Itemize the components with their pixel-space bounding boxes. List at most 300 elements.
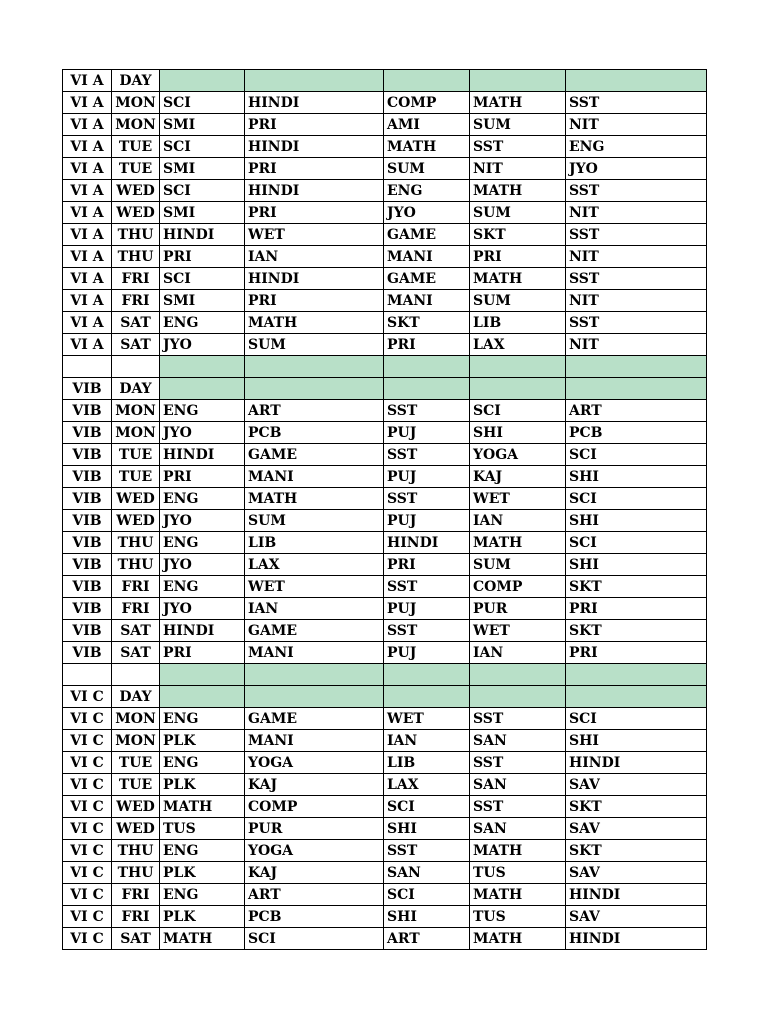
day-cell[interactable]: WED [112, 180, 160, 202]
period-4-cell[interactable]: LAX [470, 334, 566, 356]
period-1-cell[interactable]: SCI [160, 92, 245, 114]
day-cell[interactable]: WED [112, 818, 160, 840]
day-cell[interactable]: THU [112, 224, 160, 246]
period-3-cell[interactable]: IAN [384, 730, 470, 752]
day-cell[interactable]: SAT [112, 334, 160, 356]
day-cell[interactable]: THU [112, 862, 160, 884]
period-4-cell[interactable]: SKT [470, 224, 566, 246]
class-cell[interactable]: VI A [63, 312, 112, 334]
period-1-cell[interactable]: JYO [160, 334, 245, 356]
class-cell[interactable]: VIB [63, 642, 112, 664]
header-fill-cell[interactable] [566, 70, 707, 92]
period-5-cell[interactable]: SHI [566, 554, 707, 576]
section-spacer-row [63, 664, 707, 686]
period-1-cell[interactable]: PRI [160, 466, 245, 488]
class-cell[interactable]: VI C [63, 774, 112, 796]
period-3-cell[interactable]: JYO [384, 202, 470, 224]
period-5-cell[interactable]: SHI [566, 730, 707, 752]
period-5-cell[interactable]: SST [566, 312, 707, 334]
day-cell[interactable]: MON [112, 422, 160, 444]
period-2-cell[interactable]: KAJ [245, 862, 384, 884]
day-cell[interactable]: FRI [112, 290, 160, 312]
period-5-cell[interactable]: PRI [566, 598, 707, 620]
period-4-cell[interactable]: MATH [470, 92, 566, 114]
class-cell[interactable]: VIB [63, 466, 112, 488]
day-cell[interactable]: THU [112, 246, 160, 268]
period-2-cell[interactable]: YOGA [245, 752, 384, 774]
period-4-cell[interactable]: COMP [470, 576, 566, 598]
period-5-cell[interactable]: JYO [566, 158, 707, 180]
period-4-cell[interactable]: SUM [470, 114, 566, 136]
period-3-cell[interactable]: PUJ [384, 422, 470, 444]
period-2-cell[interactable]: IAN [245, 246, 384, 268]
period-3-cell[interactable]: SCI [384, 884, 470, 906]
header-fill-cell[interactable] [566, 378, 707, 400]
blank-cell[interactable] [112, 356, 160, 378]
class-header-cell[interactable]: VIB [63, 378, 112, 400]
header-fill-cell[interactable] [566, 356, 707, 378]
day-cell[interactable]: FRI [112, 268, 160, 290]
table-row [63, 444, 707, 466]
period-1-cell[interactable]: HINDI [160, 224, 245, 246]
day-cell[interactable]: SAT [112, 928, 160, 950]
period-4-cell[interactable]: SAN [470, 818, 566, 840]
header-fill-cell[interactable] [566, 664, 707, 686]
period-1-cell[interactable]: PLK [160, 862, 245, 884]
period-5-cell[interactable]: PRI [566, 642, 707, 664]
header-fill-cell[interactable] [245, 686, 384, 708]
class-cell[interactable]: VIB [63, 598, 112, 620]
period-5-cell[interactable]: SAV [566, 906, 707, 928]
period-1-cell[interactable]: SMI [160, 158, 245, 180]
period-4-cell[interactable]: SST [470, 136, 566, 158]
period-4-cell[interactable]: MATH [470, 268, 566, 290]
class-cell[interactable]: VI A [63, 290, 112, 312]
table-row [63, 224, 707, 246]
period-2-cell[interactable]: WET [245, 224, 384, 246]
day-header-cell[interactable]: DAY [112, 378, 160, 400]
day-cell[interactable]: SAT [112, 642, 160, 664]
period-2-cell[interactable]: COMP [245, 796, 384, 818]
blank-cell[interactable] [112, 664, 160, 686]
period-2-cell[interactable]: MANI [245, 466, 384, 488]
period-3-cell[interactable]: ART [384, 928, 470, 950]
period-1-cell[interactable]: PRI [160, 642, 245, 664]
table-row [63, 840, 707, 862]
period-3-cell[interactable]: PUJ [384, 598, 470, 620]
header-fill-cell[interactable] [384, 664, 470, 686]
period-5-cell[interactable]: SKT [566, 576, 707, 598]
period-3-cell[interactable]: MATH [384, 136, 470, 158]
day-cell[interactable]: THU [112, 554, 160, 576]
class-cell[interactable]: VI C [63, 796, 112, 818]
period-3-cell[interactable]: SST [384, 488, 470, 510]
period-3-cell[interactable]: SST [384, 444, 470, 466]
day-cell[interactable]: MON [112, 400, 160, 422]
period-5-cell[interactable]: SHI [566, 510, 707, 532]
period-2-cell[interactable]: PRI [245, 114, 384, 136]
period-1-cell[interactable]: ENG [160, 488, 245, 510]
period-5-cell[interactable]: HINDI [566, 752, 707, 774]
period-5-cell[interactable]: SAV [566, 818, 707, 840]
period-3-cell[interactable]: WET [384, 708, 470, 730]
period-3-cell[interactable]: SST [384, 400, 470, 422]
period-4-cell[interactable]: SHI [470, 422, 566, 444]
day-cell[interactable]: SAT [112, 620, 160, 642]
class-cell[interactable]: VI C [63, 730, 112, 752]
day-cell[interactable]: WED [112, 202, 160, 224]
period-1-cell[interactable]: ENG [160, 576, 245, 598]
period-4-cell[interactable]: KAJ [470, 466, 566, 488]
class-cell[interactable]: VIB [63, 400, 112, 422]
class-cell[interactable]: VI A [63, 202, 112, 224]
day-cell[interactable]: MON [112, 708, 160, 730]
period-2-cell[interactable]: PCB [245, 422, 384, 444]
period-4-cell[interactable]: WET [470, 488, 566, 510]
period-2-cell[interactable]: SUM [245, 334, 384, 356]
day-cell[interactable]: TUE [112, 774, 160, 796]
period-4-cell[interactable]: MATH [470, 928, 566, 950]
header-fill-cell[interactable] [470, 686, 566, 708]
period-4-cell[interactable]: WET [470, 620, 566, 642]
period-2-cell[interactable]: PRI [245, 158, 384, 180]
period-3-cell[interactable]: PUJ [384, 510, 470, 532]
period-2-cell[interactable]: YOGA [245, 840, 384, 862]
period-3-cell[interactable]: ENG [384, 180, 470, 202]
period-1-cell[interactable]: PLK [160, 774, 245, 796]
period-4-cell[interactable]: SUM [470, 290, 566, 312]
period-4-cell[interactable]: TUS [470, 906, 566, 928]
table-row [63, 774, 707, 796]
class-cell[interactable]: VI C [63, 906, 112, 928]
period-4-cell[interactable]: PUR [470, 598, 566, 620]
period-5-cell[interactable]: NIT [566, 334, 707, 356]
header-fill-cell[interactable] [160, 664, 245, 686]
period-2-cell[interactable]: HINDI [245, 92, 384, 114]
day-cell[interactable]: TUE [112, 136, 160, 158]
period-3-cell[interactable]: SKT [384, 312, 470, 334]
header-fill-cell[interactable] [470, 378, 566, 400]
day-cell[interactable]: MON [112, 114, 160, 136]
period-1-cell[interactable]: JYO [160, 510, 245, 532]
period-2-cell[interactable]: WET [245, 576, 384, 598]
day-cell[interactable]: TUE [112, 752, 160, 774]
table-row [63, 334, 707, 356]
day-header-cell[interactable]: DAY [112, 686, 160, 708]
header-fill-cell[interactable] [245, 70, 384, 92]
period-4-cell[interactable]: MATH [470, 180, 566, 202]
class-cell[interactable]: VI C [63, 752, 112, 774]
period-1-cell[interactable]: TUS [160, 818, 245, 840]
period-1-cell[interactable]: HINDI [160, 444, 245, 466]
header-fill-cell[interactable] [160, 686, 245, 708]
period-3-cell[interactable]: SUM [384, 158, 470, 180]
class-cell[interactable]: VI A [63, 334, 112, 356]
period-5-cell[interactable]: SST [566, 180, 707, 202]
period-3-cell[interactable]: COMP [384, 92, 470, 114]
period-4-cell[interactable]: TUS [470, 862, 566, 884]
day-cell[interactable]: WED [112, 488, 160, 510]
period-5-cell[interactable]: ART [566, 400, 707, 422]
period-1-cell[interactable]: JYO [160, 422, 245, 444]
class-header-cell[interactable]: VI A [63, 70, 112, 92]
section-header-row [63, 70, 707, 92]
period-1-cell[interactable]: ENG [160, 884, 245, 906]
section-header-row [63, 378, 707, 400]
class-cell[interactable]: VIB [63, 444, 112, 466]
period-5-cell[interactable]: SST [566, 268, 707, 290]
table-row [63, 818, 707, 840]
period-2-cell[interactable]: KAJ [245, 774, 384, 796]
class-cell[interactable]: VI A [63, 136, 112, 158]
class-cell[interactable]: VI C [63, 928, 112, 950]
period-3-cell[interactable]: GAME [384, 268, 470, 290]
period-4-cell[interactable]: MATH [470, 532, 566, 554]
day-cell[interactable]: SAT [112, 312, 160, 334]
period-4-cell[interactable]: SAN [470, 774, 566, 796]
period-4-cell[interactable]: NIT [470, 158, 566, 180]
period-2-cell[interactable]: PRI [245, 290, 384, 312]
period-5-cell[interactable]: HINDI [566, 928, 707, 950]
period-3-cell[interactable]: SST [384, 840, 470, 862]
period-4-cell[interactable]: IAN [470, 510, 566, 532]
period-5-cell[interactable]: SCI [566, 488, 707, 510]
period-1-cell[interactable]: SCI [160, 180, 245, 202]
day-cell[interactable]: THU [112, 840, 160, 862]
period-3-cell[interactable]: SHI [384, 818, 470, 840]
period-1-cell[interactable]: MATH [160, 796, 245, 818]
period-4-cell[interactable]: LIB [470, 312, 566, 334]
day-header-cell[interactable]: DAY [112, 70, 160, 92]
period-5-cell[interactable]: SAV [566, 862, 707, 884]
period-5-cell[interactable]: SAV [566, 774, 707, 796]
period-2-cell[interactable]: SCI [245, 928, 384, 950]
header-fill-cell[interactable] [384, 686, 470, 708]
class-cell[interactable]: VIB [63, 488, 112, 510]
period-5-cell[interactable]: SCI [566, 532, 707, 554]
period-5-cell[interactable]: SCI [566, 444, 707, 466]
header-fill-cell[interactable] [245, 378, 384, 400]
day-cell[interactable]: WED [112, 510, 160, 532]
period-5-cell[interactable]: NIT [566, 114, 707, 136]
period-1-cell[interactable]: ENG [160, 532, 245, 554]
period-1-cell[interactable]: ENG [160, 840, 245, 862]
class-cell[interactable]: VI C [63, 708, 112, 730]
header-fill-cell[interactable] [245, 356, 384, 378]
period-1-cell[interactable]: ENG [160, 708, 245, 730]
period-4-cell[interactable]: IAN [470, 642, 566, 664]
period-1-cell[interactable]: PRI [160, 246, 245, 268]
period-5-cell[interactable]: NIT [566, 290, 707, 312]
period-3-cell[interactable]: HINDI [384, 532, 470, 554]
period-2-cell[interactable]: MATH [245, 312, 384, 334]
class-cell[interactable]: VIB [63, 620, 112, 642]
period-3-cell[interactable]: MANI [384, 290, 470, 312]
period-2-cell[interactable]: IAN [245, 598, 384, 620]
class-cell[interactable]: VI A [63, 158, 112, 180]
class-cell[interactable]: VI A [63, 180, 112, 202]
day-cell[interactable]: TUE [112, 444, 160, 466]
period-1-cell[interactable]: SMI [160, 114, 245, 136]
period-1-cell[interactable]: SMI [160, 290, 245, 312]
period-4-cell[interactable]: SCI [470, 400, 566, 422]
period-3-cell[interactable]: AMI [384, 114, 470, 136]
period-3-cell[interactable]: SST [384, 576, 470, 598]
period-1-cell[interactable]: PLK [160, 730, 245, 752]
period-2-cell[interactable]: HINDI [245, 180, 384, 202]
day-cell[interactable]: MON [112, 730, 160, 752]
day-cell[interactable]: WED [112, 796, 160, 818]
class-cell[interactable]: VI C [63, 840, 112, 862]
table-row [63, 730, 707, 752]
header-fill-cell[interactable] [160, 378, 245, 400]
blank-cell[interactable] [63, 664, 112, 686]
day-cell[interactable]: FRI [112, 906, 160, 928]
period-1-cell[interactable]: PLK [160, 906, 245, 928]
period-4-cell[interactable]: MATH [470, 884, 566, 906]
class-cell[interactable]: VI A [63, 246, 112, 268]
period-5-cell[interactable]: SHI [566, 466, 707, 488]
period-3-cell[interactable]: PRI [384, 334, 470, 356]
period-2-cell[interactable]: ART [245, 884, 384, 906]
class-cell[interactable]: VI C [63, 862, 112, 884]
period-3-cell[interactable]: LIB [384, 752, 470, 774]
period-4-cell[interactable]: SST [470, 796, 566, 818]
period-2-cell[interactable]: GAME [245, 708, 384, 730]
header-fill-cell[interactable] [384, 356, 470, 378]
period-4-cell[interactable]: MATH [470, 840, 566, 862]
class-header-cell[interactable]: VI C [63, 686, 112, 708]
period-4-cell[interactable]: YOGA [470, 444, 566, 466]
period-3-cell[interactable]: PUJ [384, 642, 470, 664]
period-4-cell[interactable]: SAN [470, 730, 566, 752]
period-3-cell[interactable]: PUJ [384, 466, 470, 488]
period-2-cell[interactable]: GAME [245, 444, 384, 466]
table-row [63, 202, 707, 224]
period-3-cell[interactable]: LAX [384, 774, 470, 796]
class-cell[interactable]: VIB [63, 576, 112, 598]
header-fill-cell[interactable] [384, 378, 470, 400]
period-2-cell[interactable]: SUM [245, 510, 384, 532]
table-row [63, 598, 707, 620]
period-1-cell[interactable]: SCI [160, 136, 245, 158]
header-fill-cell[interactable] [470, 70, 566, 92]
class-cell[interactable]: VI A [63, 268, 112, 290]
day-cell[interactable]: TUE [112, 158, 160, 180]
period-2-cell[interactable]: HINDI [245, 268, 384, 290]
table-row [63, 620, 707, 642]
header-fill-cell[interactable] [160, 356, 245, 378]
header-fill-cell[interactable] [566, 686, 707, 708]
period-1-cell[interactable]: ENG [160, 400, 245, 422]
day-cell[interactable]: FRI [112, 598, 160, 620]
period-5-cell[interactable]: PCB [566, 422, 707, 444]
period-3-cell[interactable]: PRI [384, 554, 470, 576]
period-5-cell[interactable]: SCI [566, 708, 707, 730]
class-cell[interactable]: VIB [63, 554, 112, 576]
period-5-cell[interactable]: NIT [566, 202, 707, 224]
period-4-cell[interactable]: SUM [470, 554, 566, 576]
period-5-cell[interactable]: SST [566, 92, 707, 114]
period-2-cell[interactable]: PUR [245, 818, 384, 840]
period-1-cell[interactable]: JYO [160, 554, 245, 576]
table-row [63, 246, 707, 268]
period-3-cell[interactable]: SCI [384, 796, 470, 818]
period-1-cell[interactable]: SCI [160, 268, 245, 290]
class-cell[interactable]: VIB [63, 510, 112, 532]
table-row [63, 136, 707, 158]
period-5-cell[interactable]: SKT [566, 840, 707, 862]
period-5-cell[interactable]: SST [566, 224, 707, 246]
period-2-cell[interactable]: LAX [245, 554, 384, 576]
class-cell[interactable]: VI C [63, 884, 112, 906]
period-4-cell[interactable]: SUM [470, 202, 566, 224]
period-4-cell[interactable]: SST [470, 708, 566, 730]
header-fill-cell[interactable] [245, 664, 384, 686]
period-2-cell[interactable]: GAME [245, 620, 384, 642]
period-5-cell[interactable]: HINDI [566, 884, 707, 906]
day-cell[interactable]: FRI [112, 576, 160, 598]
period-4-cell[interactable]: PRI [470, 246, 566, 268]
period-2-cell[interactable]: ART [245, 400, 384, 422]
period-2-cell[interactable]: PRI [245, 202, 384, 224]
class-cell[interactable]: VIB [63, 532, 112, 554]
period-1-cell[interactable]: MATH [160, 928, 245, 950]
period-5-cell[interactable]: SKT [566, 796, 707, 818]
period-2-cell[interactable]: MANI [245, 730, 384, 752]
class-cell[interactable]: VIB [63, 422, 112, 444]
period-3-cell[interactable]: SAN [384, 862, 470, 884]
table-row [63, 290, 707, 312]
class-cell[interactable]: VI A [63, 224, 112, 246]
period-2-cell[interactable]: HINDI [245, 136, 384, 158]
period-3-cell[interactable]: SST [384, 620, 470, 642]
period-2-cell[interactable]: PCB [245, 906, 384, 928]
class-cell[interactable]: VI C [63, 818, 112, 840]
period-1-cell[interactable]: HINDI [160, 620, 245, 642]
day-cell[interactable]: THU [112, 532, 160, 554]
table-row [63, 928, 707, 950]
header-fill-cell[interactable] [384, 70, 470, 92]
day-cell[interactable]: TUE [112, 466, 160, 488]
period-1-cell[interactable]: JYO [160, 598, 245, 620]
timetable-body [63, 70, 707, 950]
period-1-cell[interactable]: SMI [160, 202, 245, 224]
blank-cell[interactable] [63, 356, 112, 378]
day-cell[interactable]: FRI [112, 884, 160, 906]
period-3-cell[interactable]: MANI [384, 246, 470, 268]
period-2-cell[interactable]: LIB [245, 532, 384, 554]
period-3-cell[interactable]: SHI [384, 906, 470, 928]
day-cell[interactable]: MON [112, 92, 160, 114]
header-fill-cell[interactable] [160, 70, 245, 92]
period-2-cell[interactable]: MANI [245, 642, 384, 664]
header-fill-cell[interactable] [470, 664, 566, 686]
header-fill-cell[interactable] [470, 356, 566, 378]
period-5-cell[interactable]: SKT [566, 620, 707, 642]
period-1-cell[interactable]: ENG [160, 312, 245, 334]
period-5-cell[interactable]: ENG [566, 136, 707, 158]
class-cell[interactable]: VI A [63, 92, 112, 114]
period-5-cell[interactable]: NIT [566, 246, 707, 268]
table-row [63, 752, 707, 774]
period-4-cell[interactable]: SST [470, 752, 566, 774]
period-1-cell[interactable]: ENG [160, 752, 245, 774]
period-3-cell[interactable]: GAME [384, 224, 470, 246]
period-2-cell[interactable]: MATH [245, 488, 384, 510]
class-cell[interactable]: VI A [63, 114, 112, 136]
table-row [63, 422, 707, 444]
